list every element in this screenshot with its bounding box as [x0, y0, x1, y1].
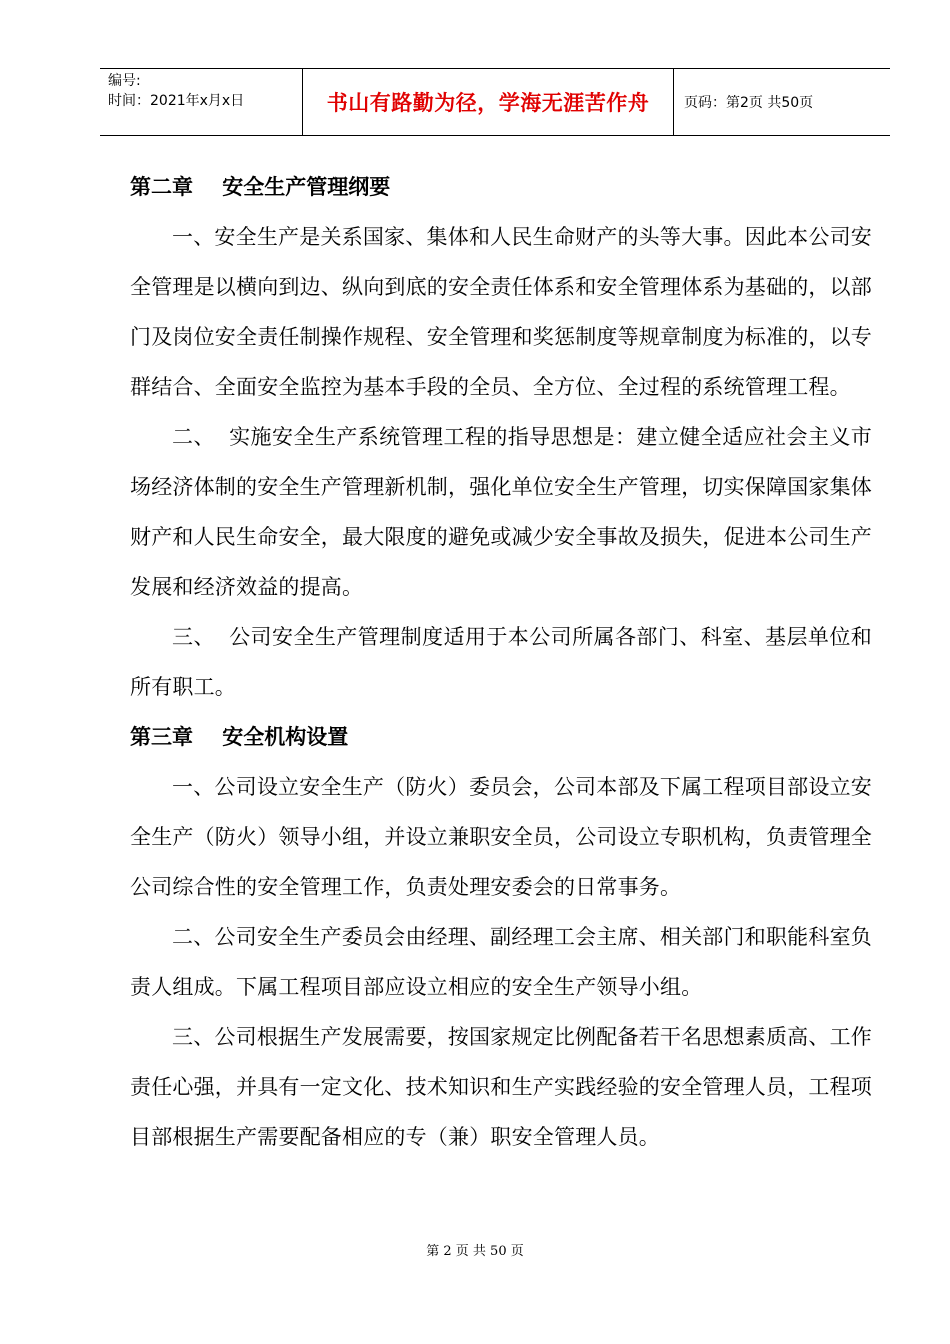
- header-meta: [100, 69, 302, 135]
- paragraph: 一、公司设立安全生产（防火）委员会，公司本部及下属工程项目部设立安全生产（防火）领导小组，并设立兼职安全员，公司设立专职机构，负责管理全公司综合性的安全管理工作，负责处理安委会的日常事务。: [130, 775, 872, 899]
- document-body: [130, 162, 872, 1162]
- paragraph: 二、公司安全生产委员会由经理、副经理工会主席、相关部门和职能科室负责人组成。下属工程项目部应设立相应的安全生产领导小组。: [130, 925, 872, 999]
- paragraph: 三、公司根据生产发展需要，按国家规定比例配备若干名思想素质高、工作责任心强，并具有一定文化、技术知识和生产实践经验的安全管理人员，工程项目部根据生产需要配备相应的专（兼）职安全管理人员。: [130, 1025, 872, 1149]
- header-motto: 书山有路勤为径，学海无涯苦作舟: [302, 69, 674, 135]
- section-chapter-2: [130, 162, 872, 712]
- chapter-heading: 第三章 安全机构设置: [130, 725, 349, 749]
- paragraph: 三、 公司安全生产管理制度适用于本公司所属各部门、科室、基层单位和所有职工。: [130, 625, 872, 699]
- paragraph: 二、 实施安全生产系统管理工程的指导思想是：建立健全适应社会主义市场经济体制的安全生产管理新机制，强化单位安全生产管理，切实保障国家集体财产和人民生命安全，最大限度的避免或减少安全事故及损失，促进本公司生产发展和经济效益的提高。: [130, 425, 872, 599]
- paragraph: 一、安全生产是关系国家、集体和人民生命财产的头等大事。因此本公司安全管理是以横向到边、纵向到底的安全责任体系和安全管理体系为基础的，以部门及岗位安全责任制操作规程、安全管理和奖惩制度等规章制度为标准的，以专群结合、全面安全监控为基本手段的全员、全方位、全过程的系统管理工程。: [130, 225, 872, 399]
- section-chapter-3: [130, 712, 872, 1162]
- page-footer: 第 2 页 共 50 页: [426, 1244, 524, 1259]
- document-time-label: 时间：2021年x月x日: [108, 93, 245, 109]
- document-number-label: 编号:: [108, 73, 141, 89]
- page-header: [100, 68, 890, 136]
- chapter-heading: 第二章 安全生产管理纲要: [130, 175, 391, 199]
- header-page-info: 页码：第2页 共50页: [684, 95, 814, 111]
